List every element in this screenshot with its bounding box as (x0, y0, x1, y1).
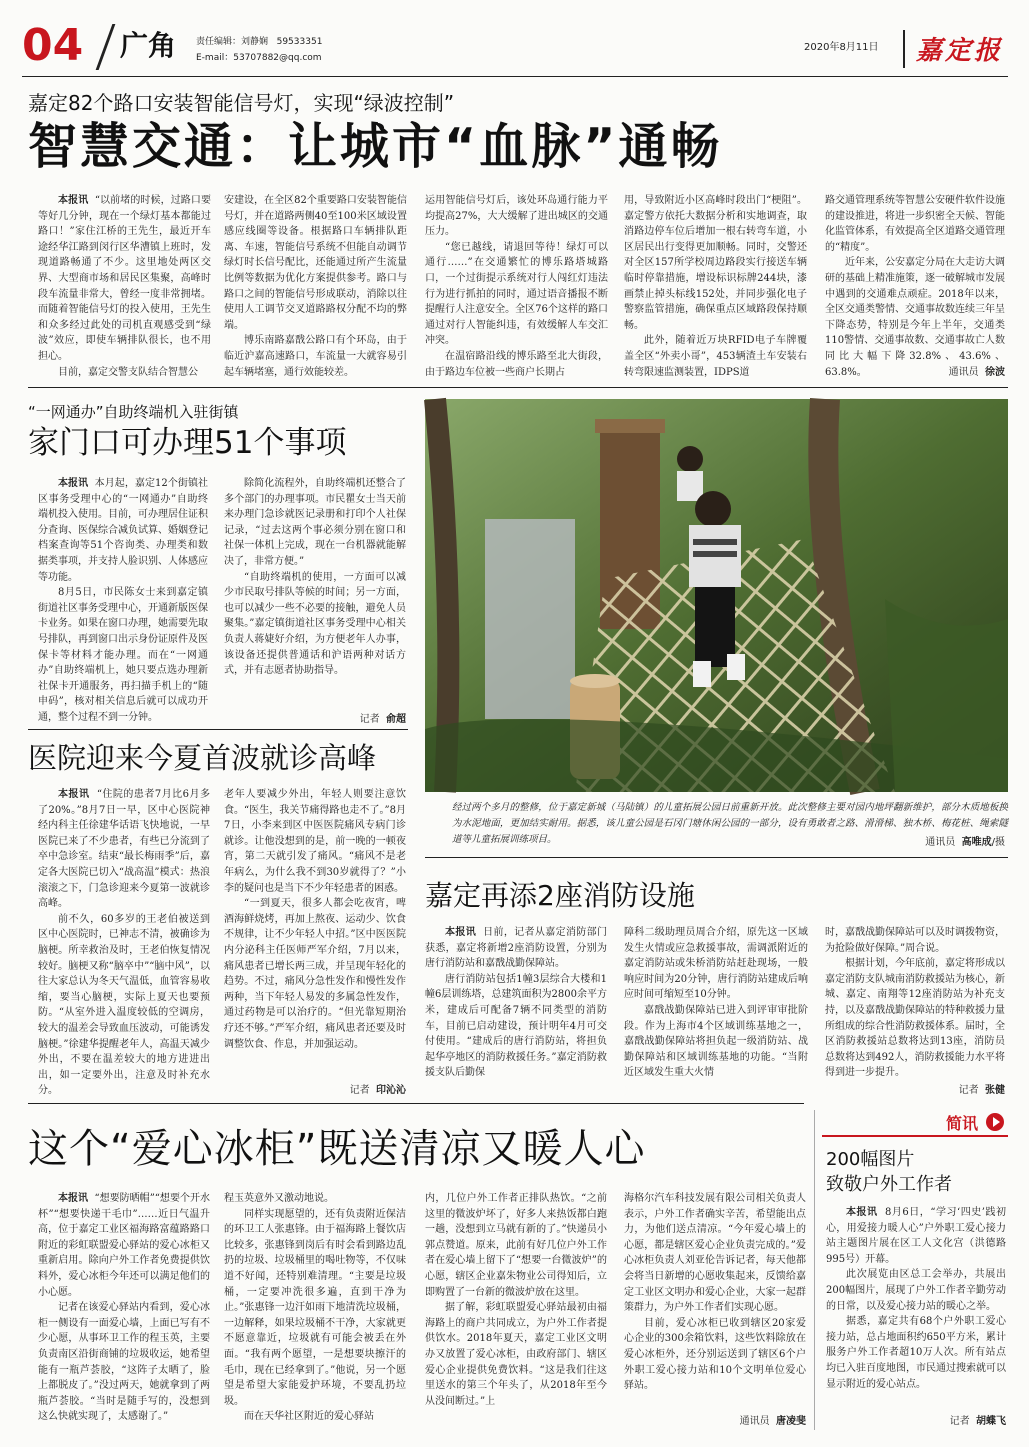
article5-col1: 本报讯 “想要防晒帽”“想要个开水杯”“想要快递干毛巾”……近日气温升高，位于嘉定工业区福海路富蕴路路口附近的彩虹联盟爱心驿站的爱心冰柜又重新启用。除向户外工作者免费提供饮料外，爱心冰柜今年还可以满足他们的小心愿。 记者在该爱心驿站内看到，爱心冰柜一侧设有一面爱心墙，上面已写有不少心愿，从事环卫工作的程玉英，主要负责南区沿街商铺的垃圾收运，她希望能有一瓶芦荟胶，“这阵子太晒了，脸上都脱皮了。”没过两天，她就拿到了两瓶芦荟胶。“当时是随手写的，没想到这么快就实现了，太感谢了。” (38, 1193, 211, 1423)
article2-col2: 除简化流程外，自助终端机还整合了多个部门的办理事项。市民瞿女士当天前来办理门急诊就医记录册和打印个人社保记录，“过去这两个事必须分别在窗口和社保一体机上完成，现在一台机器就能解决了，非常方便。” “自助终端机的使用，一方面可以减少市民取号排队等候的时间；另一方面，也可以减少一些不必要的接触，避免人员聚集。”嘉定镇街道社区事务受理中心相关负责人蒋婕好介绍，为方便老年人办事，该设备还提供普通话和沪语两种对话方式，并有志愿者协助指导。 (224, 478, 406, 677)
article3-byline: 记者 印沁沁 (349, 1085, 406, 1096)
article2-rule (28, 729, 408, 730)
article4-col1: 本报讯 日前，记者从嘉定消防部门获悉，嘉定将新增2座消防设置，分别为唐行消防站和嘉戬战勤保障站。 唐行消防站包括1幢3层综合大楼和1幢6层训练塔，总建筑面积为2800余平方米，建成后可配备7辆不同类型的消防车，目前已启动建设，预计明年4月可交付使用。“建成后的唐行消防站，将担负起华亭地区的消防救援任务。”嘉定消防救援支队后勤保 (425, 927, 608, 1079)
page-number: 04 (22, 20, 84, 71)
date-divider (903, 30, 905, 68)
article5-byline: 通讯员 唐凌斐 (739, 1416, 806, 1427)
brief-headline-line2: 致敬户外工作者 (826, 1174, 952, 1195)
article3-col1: 本报讯 “住院的患者7月比6月多了20%。”8月7日一早，区中心医院神经内科主任徐建华话语飞快地说，一早医院已来了不少患者，有些已分流到了卒中急诊室。结束“最长梅雨季”后，嘉定各大医院已切入“战高温”模式：热浪滚滚之下，门急诊迎来今夏第一波就诊高峰。 前不久，60多岁的王老伯被送到区中心医院时，已神志不清，被确诊为脑梗。所幸救治及时，王老伯恢复情况较好。脑梗又称“脑卒中”“脑中风”，以往大家总认为冬天气温低，血管容易收缩，要当心脑梗，实际上夏天也要预防。“从室外进入温度较低的空调房，较大的温差会导致血压波动，可能诱发脑梗。”徐建华提醒老年人，高温天减少外出，不要在温差较大的地方进进出出，如一定要外出，注意及时补充水分。 (38, 789, 211, 1097)
article4-rule (28, 1103, 804, 1104)
article2-col1: 本报讯 本月起，嘉定12个街镇社区事务受理中心的“一网通办”自助终端机投入使用。目前，可办理居住证积分查询、医保综合减负试算、婚姻登记档案查询等51个咨询类、办理类和数据类事项，并支持人脸识别、人体感应等功能。 8月5日，市民陈女士来到嘉定镇街道社区事务受理中心，开通新版医保卡业务。如果在窗口办理，她需要先取号排队，再到窗口出示身份证原件及医保卡等材料才能办理。而在“一网通办”自助终端机上，她只要点选办理新社保卡开通服务，再扫描手机上的“随申码”，核对相关信息后就可以成功开通，整个过程不到一分钟。 (38, 478, 209, 723)
article2-kicker: “一网通办”自助终端机入驻街镇 (28, 403, 239, 421)
article1-kicker: 嘉定82个路口安装智能信号灯，实现“绿波控制” (28, 91, 455, 115)
header-slash-icon (96, 24, 116, 70)
brief-header (822, 1111, 1008, 1137)
photo-caption: 经过两个多月的整修，位于嘉定新城（马陆镇）的儿童拓展公园日前重新开放。此次整修主要对园内地坪翻新维护，部分木质地板换为水泥地面，更加结实耐用。据悉，该儿童公园是石冈门塘休闲公园的一部分，设有勇敢者之路、滑滑梯、独木桥、梅花桩、绳索隧道等儿童拓展训练项目。 (452, 802, 1008, 845)
brief-section-label: 简讯 (945, 1114, 978, 1133)
article1-col2: 安建设，在全区82个重要路口安装智能信号灯，并在道路两侧40至100米区域设置感应线圈等设备。根据路口车辆排队距离、车速，智能信号系统不但能自动调节绿灯时长信号配比，还能通过所产生流量比例等数据为优化方案提供参考。路口与路口之间的智能信号形成联动，消除以往使用人工调节交叉道路路权分配不均的弊端。 博乐南路嘉戬公路口有个环岛，由于临近沪嘉高速路口，车流量一大就容易引起车辆堵塞，通行效能较差。 (224, 195, 407, 378)
article1-col3: 运用智能信号灯后，该处环岛通行能力平均提高27%，大大缓解了进出城区的交通压力。 “您已越线，请退回等待！绿灯可以通行……”在交通繁忙的博乐路塔城路口，一个过街提示系统对行人闯红灯违法行为进行抓拍的同时，通过语音播报不断提醒行人注意安全。全区76个这样的路口通过对行人智能纠违，有效缓解人车交汇冲突。 在温宿路沿线的博乐路至北大街段，由于路边车位被一些商户长期占 (425, 195, 608, 378)
editor-email: E-mail：53707882@qq.com (196, 53, 322, 63)
article1-col4: 用，导致附近小区高峰时段出门“梗阻”。嘉定警方依托大数据分析和实地调查，取消路边停车位后增加一根右转弯车道，小区居民出行变得更加顺畅。同时，交警还对全区157所学校周边路段实行接送车辆临时停靠措施，增设标识标牌244块，漆画禁止掉头标线152处，并同步强化电子警察监管措施，确保重点区域路段保持顺畅。 此外，随着近万块RFID电子车牌覆盖全区“外卖小哥”，453辆渣土车安装右转弯限速监测装置，IDPS道 (624, 195, 807, 378)
article1-rule (28, 387, 1008, 388)
article5-col4: 海格尔汽车科技发展有限公司相关负责人表示，户外工作者确实辛苦，希望能出点力，为他们送点清凉。“今年爱心墙上的心愿，都是辖区爱心企业负责完成的。”爱心冰柜负责人刘亚伦告诉记者，每天他都会将当日新增的心愿收集起来，反馈给嘉定工业区文明办和爱心企业，大家一起群策群力，为户外工作者们实现心愿。 目前，爱心冰柜已收到辖区20家爱心企业的300余箱饮料，这些饮料除放在爱心冰柜外，还分别运送到了辖区6个户外职工爱心接力站和10个文明单位爱心驿站。 (624, 1193, 806, 1392)
photo-byline: 通讯员 高唯成/摄 (925, 837, 1005, 848)
play-arrow-icon (986, 1113, 1004, 1131)
masthead: 嘉定报 (916, 36, 1004, 66)
article3-headline: 医院迎来今夏首波就诊高峰 (28, 741, 377, 775)
brief-body: 本报讯 8月6日，“学习‘四史’践初心，用爱接力暖人心”户外职工爱心接力站主题图片展在区工人文化宫（洪德路995号）开幕。 此次展览由区总工会举办，共展出200幅图片，展现了户外工作者辛勤劳动的日常，以及爱心接力站的暖心之举。 据悉，嘉定共有68个户外职工爱心接力站，总占地面积约650平方米，累计服务户外工作者超10万人次。所有站点均已入驻百度地图，市民通过搜索就可以显示附近的爱心站点。 (826, 1207, 1006, 1390)
brief-byline: 记者 胡蝶飞 (949, 1416, 1006, 1427)
brief-divider (814, 1110, 815, 1430)
article4-headline: 嘉定再添2座消防设施 (425, 879, 695, 912)
photo-illustration (425, 399, 1008, 792)
article4-col3: 时，嘉戬战勤保障站可以及时调拨物资，为抢险做好保障。”周合说。 根据计划，今年底前，嘉定将形成以嘉定消防支队城南消防救援站为核心，新城、嘉定、南翔等12座消防站为补充支持，以及嘉戬战勤保障站的特种救援力量所组成的综合性消防救援体系。届时，全区消防救援站总数将达到13座，消防员总数将达到492人，消防救援能力水平将得到进一步提升。 (825, 927, 1005, 1079)
article1-headline: 智慧交通：让城市“血脉”通畅 (28, 118, 723, 175)
article5-col2: 程玉英意外又激动地说。 同样实现愿望的，还有负责附近保洁的环卫工人张惠锋。由于福海路上餐饮店比较多，张惠锋到岗后有时会看到路边乱扔的垃圾、垃圾桶里的喝吐物等，不仅味道不好闻，还特别难清理。“主要是垃圾桶，一定要冲洗很多遍，直到干净为止。”张惠锋一边汗如雨下地清洗垃圾桶，一边解释，如果垃圾桶不干净，大家就更不愿意靠近，垃圾就有可能会被丢在外面。“我有两个愿望，一是想要块擦汗的毛巾，现在已经拿到了。”他说，另一个愿望是希望大家能爱护环境，不要乱扔垃圾。 而在天华社区附近的爱心驿站 (224, 1193, 406, 1423)
article4-byline: 记者 张健 (958, 1085, 1005, 1096)
article5-headline: 这个“爱心冰柜”既送清凉又暖人心 (28, 1126, 646, 1172)
article1-byline: 通讯员 徐波 (948, 367, 1005, 378)
article1-col1: 本报讯 “以前堵的时候，过路口要等好几分钟，现在一个绿灯基本都能过路口！”家住江桥的王先生，最近开车途经华江路到闵行区华漕镇上班时，发现道路畅通了不少。这里地处两区交界、大型商市场和居民区集聚，高峰时段车流量非常大，曾经一度非常拥堵。而随着智能信号灯的投入使用，王先生和众多经过此处的司机直观感受到“绿波”效应，即使车辆排队很长，也不用担心。 目前，嘉定交警支队结合智慧公 (38, 195, 211, 378)
photo-children-rope-net (425, 399, 1008, 792)
photo-rule (425, 857, 1008, 858)
article3-col2: 老年人要减少外出，年轻人则要注意饮食。“医生，我关节痛得路也走不了。”8月7日，小李来到区中医医院痛风专病门诊就诊。让他没想到的是，前一晚的一顿夜宵，第二天就引发了痛风。“痛风不是老年病么，为什么我不到30岁就得了？”小李的疑问也是当下不少年轻患者的困惑。 “一到夏天，很多人都会吃夜宵，啤酒海鲜烧烤，再加上熬夜、运动少、饮食不规律，让不少年轻人中招。”区中医医院内分泌科主任医师严军介绍，7月以来，痛风患者已增长两三成，并呈现年轻化的趋势。不过，痛风分急性发作和慢性发作两种，当下年轻人易发的多属急性发作，通过药物是可以治疗的。“但光靠短期治疗还不够。”严军介绍，痛风患者还要及时调整饮食、作息，并加强运动。 (224, 789, 406, 1050)
article4-col2: 障科二级助理员周合介绍，原先这一区域发生火情或应急救援事故，需调派附近的嘉定消防站或朱桥消防站赶赴现场，一般响应时间为20分钟，唐行消防站建成后响应时间可缩短至10分钟。 嘉戬战勤保障站已进入到评审审批阶段。作为上海市4个区域训练基地之一，嘉戬战勤保障站将担负起一级消防站、战勤保障站和区域训练基地的功能。“当附近区域发生重大火情 (624, 927, 808, 1079)
article2-byline: 记者 俞超 (359, 714, 406, 725)
issue-date: 2020年8月11日 (804, 42, 879, 53)
section-name: 广角 (120, 29, 177, 62)
article1-col5: 路交通管理系统等智慧公安硬件软件设施的建设推进，将进一步织密全天候、智能化监管体系，有效提高全区道路交通管理的“精度”。 近年来，公安嘉定分局在大走访大调研的基础上精准施策，逐一破解城市发展中遇到的交通难点顽症。2018年以来，全区交通类警情、交通事故数连续三年呈下降态势，特别是今年上半年，交通类110警情、交通事故数、交通事故亡人数同比大幅下降32.8%、43.6%、63.8%。 (825, 195, 1005, 378)
brief-headline-line1: 200幅图片 (826, 1149, 915, 1170)
article2-headline: 家门口可办理51个事项 (28, 425, 347, 461)
header-rule (22, 76, 1008, 77)
article5-col3: 内，几位户外工作者正排队热饮。“之前这里的微波炉坏了，好多人来热饭都白跑一趟，没想到立马就有新的了。”快递员小郭点赞道。原来，此前有好几位户外工作者在爱心墙上留下了“想要一台微波炉”的心愿，辖区企业嘉朱物业公司得知后，立即购置了一台新的微波炉放在这里。 据了解，彩虹联盟爱心驿站最初由福海路上的商户共同成立，为户外工作者提供饮水。2018年夏天，嘉定工业区文明办又放置了爱心冰柜，由政府部门、辖区爱心企业提供免费饮料。“这是我们往这里送水的第三个年头了，从2018年至今从没间断过。”上 (425, 1193, 607, 1407)
editor-label: 责任编辑：刘静娴 59533351 (196, 37, 323, 47)
